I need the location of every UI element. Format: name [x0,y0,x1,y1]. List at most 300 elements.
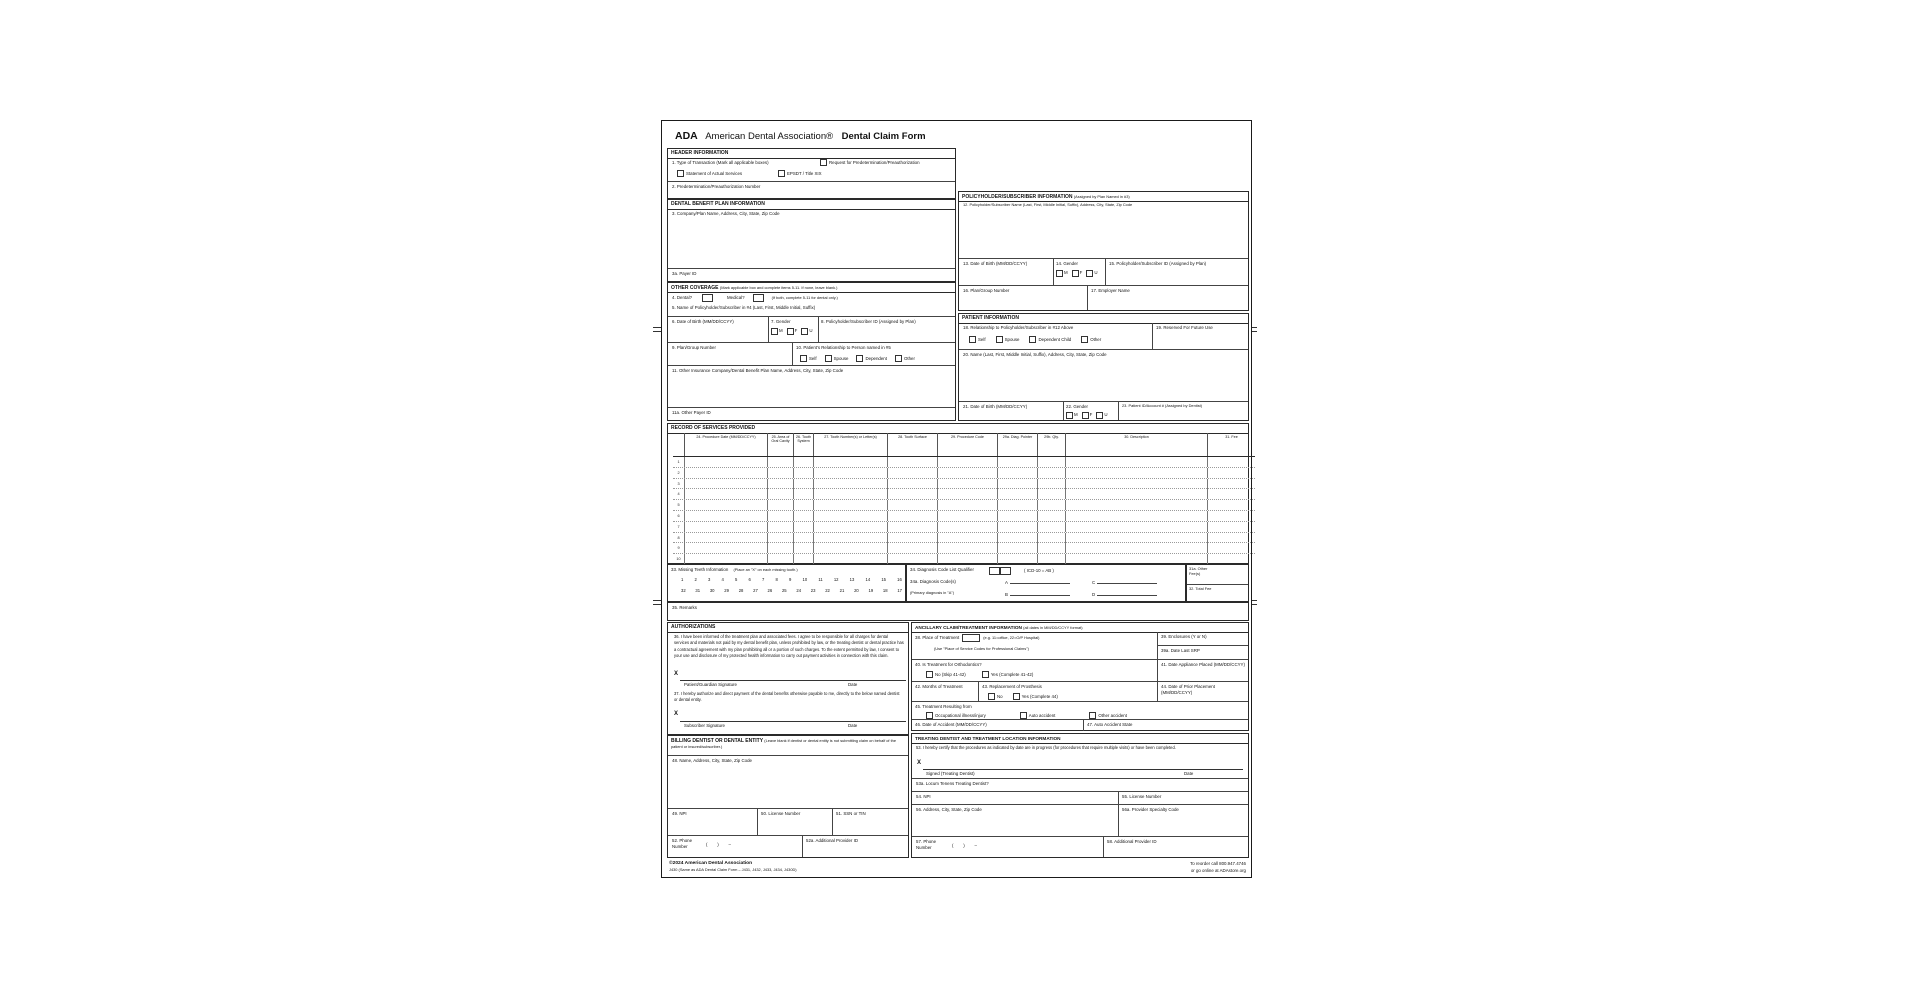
diagnosis-c-letter: C [1092,580,1096,585]
service-cell[interactable] [887,500,937,510]
date-label: Date [1184,771,1194,776]
service-cell[interactable] [793,543,813,553]
relationship-self-checkbox[interactable] [800,355,807,362]
service-row [673,533,1255,544]
icd-note: ( ICD-10 = AB ) [1024,568,1054,573]
diagnosis-d-blank[interactable] [1097,591,1157,596]
tooth-number[interactable]: 24 [796,588,802,593]
field-8-label: 8. Policyholder/Subscriber ID (Assigned by Plan) [821,319,916,324]
row-49-50-51 [668,808,908,835]
col-28-header: 28. Tooth Surface [887,433,937,456]
field-12-label: 12. Policyholder/Subscriber Name (Last, First, Middle Initial, Suffix), Address, City, State, Zip Code [963,202,1133,207]
service-cell[interactable] [887,489,937,499]
field-39a-box[interactable] [1158,645,1248,659]
patient-spouse-label: Spouse [1004,336,1020,342]
field-18-options [969,336,1101,343]
tooth-number[interactable]: 17 [897,588,902,593]
service-cell[interactable] [793,533,813,543]
phone-number-blanks[interactable]: ( ) – [706,842,731,847]
field-38-row [915,634,1039,642]
tooth-number[interactable]: 4 [721,577,724,582]
other-coverage-title-text: OTHER COVERAGE [671,285,719,291]
service-cell[interactable] [767,489,793,499]
divider [832,809,833,835]
tooth-number[interactable]: 29 [724,588,729,593]
service-cell[interactable] [1207,533,1255,543]
occupational-checkbox[interactable] [926,712,933,719]
service-cell[interactable] [937,522,997,532]
tooth-number[interactable]: 27 [753,588,758,593]
service-cell[interactable] [767,457,793,467]
row-54-55 [912,791,1248,804]
tooth-number[interactable]: 31 [695,588,701,593]
signature-x-mark: X [674,711,679,717]
field-18-label: 18. Relationship to Policyholder/Subscriber in #12 Above [963,325,1074,330]
tooth-number[interactable]: 15 [881,577,886,582]
service-cell[interactable] [813,522,887,532]
service-cell[interactable] [997,457,1037,467]
tooth-number[interactable]: 13 [849,577,855,582]
service-cell[interactable] [997,522,1037,532]
tooth-number[interactable]: 14 [865,577,871,582]
tooth-number[interactable]: 22 [825,588,830,593]
service-cell[interactable] [937,468,997,478]
gender-f-label: F [1089,412,1093,418]
field-55-label: 55. License Number [1122,794,1162,799]
divider [1053,259,1054,285]
section-patient-information [958,313,1249,421]
service-cell[interactable] [887,543,937,553]
signature-x-mark: X [674,671,679,677]
field-20-label: 20. Name (Last, First, Middle Initial, Suffix), Address, City, State, Zip Code [963,352,1107,357]
col-29a-header: 29a. Diag. Pointer [997,433,1037,456]
field-43-options [988,693,1058,700]
field-51-label: 51. SSN or TIN [836,811,866,816]
gender-m-checkbox[interactable] [771,328,778,335]
diagnosis-a-letter: A [1005,580,1008,585]
relationship-dependent-label: Dependent [865,355,887,361]
tooth-number[interactable]: 26 [767,588,773,593]
relationship-spouse-checkbox[interactable] [825,355,832,362]
gender-m-label: M [1074,412,1078,418]
service-cell[interactable] [887,522,937,532]
service-row-number: 3 [677,481,680,486]
service-cell[interactable] [1065,489,1207,499]
field-11a-label: 11a. Other Payer ID [672,410,711,415]
service-cell[interactable] [1207,479,1255,489]
field-17-label: 17. Employer Name [1091,288,1130,293]
row-18-19 [959,323,1248,349]
field-16-label: 16. Plan/Group Number [963,288,1010,293]
field-11a-box[interactable] [668,407,955,420]
service-cell[interactable] [813,457,887,467]
diagnosis-c-blank[interactable] [1097,579,1157,584]
option-epsdt [778,170,822,177]
tooth-number[interactable]: 8 [775,577,778,582]
service-cell[interactable] [1065,511,1207,521]
section-remarks[interactable] [667,602,1249,621]
service-cell[interactable] [887,457,937,467]
gender-f-label: F [794,328,798,334]
divider [978,682,979,701]
section-ancillary [911,622,1249,731]
field-34a-label: 34a. Diagnosis Code(s) [910,579,956,584]
ortho-no-checkbox[interactable] [926,671,933,678]
auto-accident-checkbox[interactable] [1020,712,1027,719]
field-2-box[interactable] [668,181,955,198]
section-fees [1186,564,1249,602]
row-16-17 [959,285,1248,310]
statement-actual-services-label: Statement of Actual Services [686,170,743,176]
row-53a [912,778,1248,791]
tooth-number[interactable]: 3 [708,577,711,582]
field-40-options [926,671,1033,678]
service-cell[interactable] [1065,500,1207,510]
gender-m-label: M [779,328,783,334]
service-cell[interactable] [1037,522,1065,532]
tooth-number[interactable]: 21 [839,588,845,593]
tooth-number[interactable]: 11 [818,577,823,582]
service-cell[interactable] [997,468,1037,478]
field-46-label: 46. Date of Accident (MM/DD/CCYY) [915,722,987,727]
service-cell[interactable] [793,500,813,510]
divider [1083,720,1084,731]
service-cell[interactable] [887,533,937,543]
field-13-label: 13. Date of Birth (MM/DD/CCYY) [963,261,1028,266]
field-22-gender [1066,404,1108,419]
ortho-yes-label: Yes (Complete 41-42) [990,671,1034,677]
service-cell[interactable] [1037,489,1065,499]
service-cell[interactable] [684,500,767,510]
row-9-10 [668,342,955,365]
tooth-number[interactable]: 12 [833,577,839,582]
place-of-treatment-box[interactable] [962,634,980,642]
service-cell[interactable] [997,543,1037,553]
gender-f-checkbox[interactable] [787,328,794,335]
patient-dependent-checkbox[interactable] [1029,336,1036,343]
field-50-label: 50. License Number [761,811,801,816]
request-predetermination-label: Request for Predetermination/Preauthorization [829,159,920,165]
section-dental-benefit-plan [667,199,956,282]
service-cell[interactable] [1207,468,1255,478]
qualifier-box-1[interactable] [989,567,1000,575]
tooth-number[interactable]: 6 [748,577,751,582]
tooth-number[interactable]: 9 [789,577,792,582]
service-cell[interactable] [997,500,1037,510]
patient-dependent-label: Dependent Child [1038,336,1072,342]
relationship-dependent-checkbox[interactable] [856,355,863,362]
footer-reorder-web: or go online at ADAstore.org [1190,868,1246,873]
service-cell[interactable] [937,479,997,489]
field-48-box[interactable] [668,755,908,808]
field-58-label: 58. Additional Provider ID [1107,839,1157,844]
row-21-22-23 [959,401,1248,420]
service-cell[interactable] [1065,457,1207,467]
patient-signature-line[interactable] [680,680,906,681]
field-2-label: 2. Predetermination/Preauthorization Number [672,184,761,189]
signature-x-mark: X [917,760,922,766]
footer-copyright: ©2024 American Dental Association [669,861,753,866]
field-31a-label: 31a. Other Fee(s) [1189,566,1208,576]
divider [1118,805,1119,836]
section-missing-teeth [667,564,906,602]
divider [1063,402,1064,420]
section-header-information [667,148,956,199]
field-14-label: 14. Gender [1056,261,1078,266]
field-48-label: 48. Name, Address, City, State, Zip Code [672,758,752,763]
field-3a-label: 3a. Payer ID [672,271,697,276]
other-coverage-note: (Mark applicable box and complete items 5-11. If none, leave blank.) [719,285,838,290]
field-19-label: 19. Reserved For Future Use [1156,325,1213,330]
service-cell[interactable] [1065,468,1207,478]
relationship-other-checkbox[interactable] [895,355,902,362]
divider [1152,323,1153,349]
service-cell[interactable] [1065,533,1207,543]
qualifier-box-2[interactable] [1000,567,1011,575]
tooth-number[interactable]: 18 [882,588,888,593]
service-cell[interactable] [813,489,887,499]
service-cell[interactable] [684,468,767,478]
field-45-options [926,712,1127,719]
gender-f-label: F [1079,270,1083,276]
patient-other-checkbox[interactable] [1081,336,1088,343]
divider [802,836,803,857]
diagnosis-b-blank[interactable] [1010,591,1070,596]
field-53a-label: 53a. Locum Tenens Treating Dentist? [916,781,989,786]
ancillary-title-note: (all dates in MM/DD/CCYY format) [1023,625,1083,630]
billing-title-note: (Leave blank if dentist or dental entity is not submitting claim on behalf of the patient or insured/subscriber.) [671,738,896,750]
service-cell[interactable] [1207,511,1255,521]
divider [757,809,758,835]
option-statement-actual-services [677,170,742,177]
service-row [673,468,1255,479]
request-predetermination-checkbox[interactable] [820,159,827,166]
field-38-note: (Use "Place of Service Codes for Professional Claims") [934,646,1029,651]
patient-signature-label: Patient/Guardian Signature [684,682,737,687]
service-row [673,500,1255,511]
service-row-number: 5 [677,503,680,508]
service-cell[interactable] [1207,489,1255,499]
teeth-lower-row[interactable] [681,588,902,593]
diagnosis-a-blank[interactable] [1010,579,1070,584]
service-cell[interactable] [887,511,937,521]
patient-self-checkbox[interactable] [969,336,976,343]
service-cell[interactable] [1037,533,1065,543]
field-3a-box[interactable] [668,268,955,282]
field-43-label: 43. Replacement of Prosthesis [982,684,1042,689]
col-29-header: 29. Procedure Code [937,433,997,456]
gender-m-checkbox[interactable] [1066,412,1073,419]
service-cell[interactable] [937,500,997,510]
service-cell[interactable] [767,533,793,543]
service-cell[interactable] [793,511,813,521]
tooth-number[interactable]: 28 [738,588,744,593]
service-cell[interactable] [997,489,1037,499]
service-cell[interactable] [1037,543,1065,553]
row-52-52a [668,835,908,857]
service-row-number: 2 [677,470,680,475]
divider [818,317,819,342]
service-cell[interactable] [813,533,887,543]
gender-u-label: U [1104,412,1108,418]
service-cell[interactable] [684,522,767,532]
service-cell[interactable] [684,533,767,543]
treating-signature-label: Signed (Treating Dentist) [926,771,975,776]
service-cell[interactable] [793,468,813,478]
gender-u-checkbox[interactable] [1086,270,1093,277]
tooth-number[interactable]: 10 [802,577,808,582]
divider [1103,837,1104,857]
tooth-number[interactable]: 19 [868,588,874,593]
prosthesis-yes-checkbox[interactable] [1013,693,1020,700]
statement-actual-services-checkbox[interactable] [677,170,684,177]
service-cell[interactable] [887,479,937,489]
service-cell[interactable] [684,543,767,553]
service-cell[interactable] [767,479,793,489]
service-row [673,511,1255,522]
form-name: Dental Claim Form [841,131,926,142]
service-cell[interactable] [813,468,887,478]
dental-checkbox[interactable] [702,294,713,302]
service-cell[interactable] [997,479,1037,489]
service-cell[interactable] [1037,468,1065,478]
service-row-number: 9 [677,546,680,551]
field-10-options [800,355,915,362]
tooth-number[interactable]: 2 [694,577,697,582]
service-cell[interactable] [767,522,793,532]
gender-u-checkbox[interactable] [801,328,808,335]
section-record-of-services [667,423,1249,564]
treating-signature-line[interactable] [923,769,1243,770]
field-56a-label: 56a. Provider Specialty Code [1122,807,1179,812]
service-cell[interactable] [1037,479,1065,489]
service-cell[interactable] [997,511,1037,521]
patient-other-label: Other [1090,336,1102,342]
tooth-number[interactable]: 23 [810,588,816,593]
divider [1087,286,1088,310]
service-cell[interactable] [767,543,793,553]
epsdt-checkbox[interactable] [778,170,785,177]
gender-m-label: M [1064,270,1068,276]
gender-u-label: U [809,328,813,334]
col-26-header: 26. Tooth System [793,433,813,456]
service-cell[interactable] [937,511,997,521]
phone-number-blanks[interactable]: ( ) – [952,843,977,848]
medical-checkbox[interactable] [753,294,764,302]
service-cell[interactable] [1207,457,1255,467]
field-9-label: 9. Plan/Group Number [672,345,716,350]
field-32-box[interactable] [1187,584,1248,601]
service-cell[interactable] [937,457,997,467]
service-cell[interactable] [793,457,813,467]
service-cell[interactable] [684,479,767,489]
service-cell[interactable] [887,468,937,478]
tooth-number[interactable]: 32 [681,588,686,593]
divider [1118,792,1119,804]
field-4-row [672,294,838,302]
gender-f-checkbox[interactable] [1082,412,1089,419]
service-cell[interactable] [684,457,767,467]
service-cell[interactable] [1065,522,1207,532]
row-45 [912,701,1248,719]
field-32-label: 32. Total Fee [1189,586,1212,591]
tooth-number[interactable]: 5 [735,577,738,582]
service-cell[interactable] [1207,500,1255,510]
other-accident-checkbox[interactable] [1089,712,1096,719]
service-cell[interactable] [813,479,887,489]
field-20-box[interactable] [959,349,1248,401]
field-4-medical-label: Medical? [727,295,745,301]
service-cell[interactable] [813,500,887,510]
service-cell[interactable] [1037,457,1065,467]
tooth-number[interactable]: 7 [762,577,765,582]
service-cell[interactable] [1037,500,1065,510]
col-30-header: 30. Description [1065,433,1207,456]
tooth-number[interactable]: 25 [781,588,787,593]
tooth-number[interactable]: 16 [897,577,902,582]
service-cell[interactable] [793,479,813,489]
service-cell[interactable] [813,543,887,553]
field-11-label: 11. Other Insurance Company/Dental Benefit Plan Name, Address, City, State, Zip Code [672,368,844,373]
teeth-upper-row[interactable] [681,577,902,582]
service-cell[interactable] [684,511,767,521]
service-cell[interactable] [1065,543,1207,553]
service-cell[interactable] [937,489,997,499]
service-cell[interactable] [1037,511,1065,521]
service-cell[interactable] [937,533,997,543]
service-cell[interactable] [1065,479,1207,489]
field-31a-box[interactable] [1187,565,1248,584]
gender-u-checkbox[interactable] [1096,412,1103,419]
gender-m-checkbox[interactable] [1056,270,1063,277]
service-cell[interactable] [793,522,813,532]
service-cell[interactable] [793,489,813,499]
service-cell[interactable] [767,500,793,510]
service-cell[interactable] [767,511,793,521]
field-11-box[interactable] [668,365,955,407]
subscriber-signature-line[interactable] [680,721,906,722]
record-of-services-title: RECORD OF SERVICES PROVIDED [668,424,1248,434]
diagnosis-d [1092,591,1157,598]
tooth-number[interactable]: 30 [709,588,715,593]
option-request-predetermination [820,159,920,166]
tooth-number[interactable]: 1 [681,577,684,582]
section-policyholder [958,191,1249,311]
ortho-no-label: No (Skip 41-42) [935,671,966,677]
service-cell[interactable] [684,489,767,499]
service-cell[interactable] [997,533,1037,543]
service-cell[interactable] [937,543,997,553]
divider [1157,682,1158,701]
field-33-label: 33. Missing Teeth Information [671,567,729,572]
service-cell[interactable] [813,511,887,521]
field-7-label: 7. Gender [771,319,791,324]
service-cell[interactable] [767,468,793,478]
footer-reorder-phone: To reorder call 800.947.4746 [1190,861,1246,866]
field-15-label: 15. Policyholder/Subscriber ID (Assigned by Plan) [1109,261,1207,266]
ortho-yes-checkbox[interactable] [982,671,989,678]
gender-f-checkbox[interactable] [1072,270,1079,277]
service-cell[interactable] [1207,522,1255,532]
tooth-number[interactable]: 20 [854,588,859,593]
section-other-coverage [667,282,956,421]
prosthesis-no-checkbox[interactable] [988,693,995,700]
service-cell[interactable] [1207,543,1255,553]
field-7-gender [771,319,813,335]
field-14-gender [1056,261,1098,277]
patient-spouse-checkbox[interactable] [996,336,1003,343]
billing-title-text: BILLING DENTIST OR DENTAL ENTITY [671,738,764,744]
